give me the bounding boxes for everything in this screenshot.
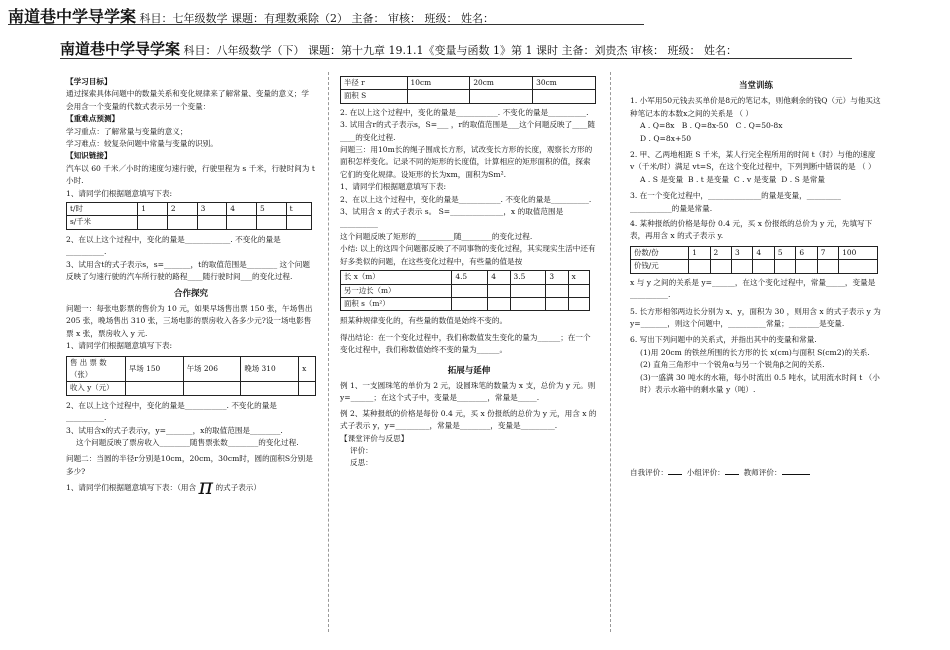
- table-cell: 2: [167, 203, 197, 216]
- table-cell[interactable]: [126, 382, 184, 395]
- pi-symbol: π: [198, 475, 214, 501]
- right-column: [630, 76, 882, 480]
- table-cell: s/千米: [67, 216, 138, 229]
- table-cell: 4: [488, 271, 510, 284]
- table-cell[interactable]: [167, 216, 197, 229]
- practice-3: 3. 在一个变化过程中，______________的量是变量，_________ ___________的量是常量.: [630, 191, 841, 213]
- goal-text: 通过探索具体问题中的数量关系和变化规律来了解常量、变量的意义；学会用含一个变量的代数式表示另一个变量：: [66, 89, 309, 111]
- table-cell: t/时: [67, 203, 138, 216]
- table-cell[interactable]: [568, 297, 589, 310]
- table-row: [67, 356, 316, 382]
- practice-2: 2. 甲、乙两地相距 S 千米，某人行完全程所用的时间 t（时）与他的速度 v（千米/时）满足 vt=S，在这个变化过程中，下列判断中错误的是 （ ）: [630, 150, 876, 172]
- table-row: [67, 203, 312, 216]
- evaluation-line: [630, 466, 882, 479]
- table-cell: 30cm: [533, 77, 596, 90]
- table-cell: 半径 r: [341, 77, 408, 90]
- problem-2-q1-suffix: 的式子表示）: [215, 483, 261, 493]
- table-cell[interactable]: [227, 216, 257, 229]
- page-header: [60, 38, 737, 59]
- table-row: [631, 260, 878, 273]
- problem-2-q1: [66, 475, 316, 501]
- table-cell[interactable]: [510, 284, 546, 297]
- page-header-rule: [60, 58, 852, 59]
- table-row: [67, 382, 316, 395]
- table-cell[interactable]: [197, 216, 227, 229]
- table-cell[interactable]: [546, 297, 568, 310]
- ticket-table: [66, 356, 316, 396]
- problem-1-q3: 3、试用含x的式子表示y，y=_______，x的取值范围是________.: [66, 425, 283, 435]
- conclusion: 得出结论：在一个变化过程中，我们称数值发生变化的量为______；在一个变化过程中，我们称数值始终不变的量为______。: [340, 332, 591, 355]
- table-cell: 3: [731, 246, 752, 259]
- table-cell: 早场 150: [126, 356, 184, 382]
- option: A . S 是变量: [640, 174, 684, 184]
- rule-text: 照某种规律变化的，有些量的数值是始终不变的。: [340, 316, 508, 326]
- table-row: [341, 271, 590, 284]
- table-row: [341, 297, 590, 310]
- table-cell[interactable]: [299, 382, 316, 395]
- problem-3-q1: 1、请同学们根据题意填写下表:: [340, 182, 447, 192]
- practice-6-2: (2) 直角三角形中一个锐角α与另一个锐角β之间的关系.: [640, 360, 825, 370]
- table-cell[interactable]: [256, 216, 286, 229]
- table-cell: 售 出 票 数（张）: [67, 356, 126, 382]
- practice-title: 当堂训练: [738, 81, 773, 91]
- table-cell[interactable]: [753, 260, 774, 273]
- table-cell: 4: [753, 246, 774, 259]
- key-point-2: 学习难点：较复杂问题中常量与变量的识别。: [66, 139, 218, 149]
- table-cell[interactable]: [138, 216, 168, 229]
- option: C . Q=50-8x: [735, 121, 783, 131]
- group-eval-label: 小组评价：: [686, 468, 725, 478]
- table-cell: 2: [710, 246, 731, 259]
- left-column: [66, 76, 316, 501]
- table-cell: 1: [138, 203, 168, 216]
- table-cell[interactable]: [839, 260, 878, 273]
- table-cell: 20cm: [470, 77, 533, 90]
- table-cell: 3: [197, 203, 227, 216]
- option: C . v 是变量: [733, 174, 777, 184]
- table-cell: 价钱/元: [631, 260, 689, 273]
- problem-2-q1-text: 1、请同学们根据题意填写下表：（用含: [66, 483, 197, 493]
- table-cell[interactable]: [183, 382, 241, 395]
- circle-table: [340, 76, 596, 104]
- table-cell: 7: [817, 246, 838, 259]
- table-cell[interactable]: [817, 260, 838, 273]
- table-cell: 面积 S: [341, 90, 408, 103]
- column-divider: [328, 72, 329, 632]
- table-cell[interactable]: [488, 284, 510, 297]
- practice-1: 1. 小军用50元钱去买单价是8元的笔记本，则他剩余的钱Q（元）与他买这种笔记本的本数x之间的关系是 （ ）: [630, 96, 881, 118]
- table-cell: 午场 206: [183, 356, 241, 382]
- table-row: [341, 284, 590, 297]
- link-question-2: 2、在以上这个过程中，变化的量是____________. 不变化的量是__________.: [66, 234, 281, 257]
- table-cell: 长 x（m）: [341, 271, 452, 284]
- example-1: 例 1、一支圆珠笔的单价为 2 元，设圆珠笔的数量为 x 支，总价为 y 元。则 y=______；在这个式子中，变量是________，常量是_____.: [340, 380, 596, 403]
- rectangle-table: [340, 270, 590, 311]
- practice-5: 5. 长方形相邻两边长分别为 x、y，面积为 30 ，则用含 x 的式子表示 y 为 y=_______，则这个问题中，__________常量；________是变量.: [630, 306, 881, 328]
- problem-1-q2: 2、在以上这个过程中，变化的量是___________. 不变化的量是__________.: [66, 400, 277, 423]
- option: A . Q=8x: [640, 121, 675, 131]
- key-title: 【重难点预测】: [66, 114, 120, 124]
- table-cell[interactable]: [452, 297, 488, 310]
- table-cell: 份数/份: [631, 246, 689, 259]
- table-cell: 5: [774, 246, 795, 259]
- table-row: [341, 90, 596, 103]
- table-cell: 4: [227, 203, 257, 216]
- table-cell[interactable]: [470, 90, 533, 103]
- school-name: 南道巷中学导学案: [60, 40, 181, 58]
- self-eval-blank[interactable]: [668, 466, 682, 475]
- table-row: [67, 216, 312, 229]
- coop-title: 合作探究: [173, 288, 208, 299]
- table-cell: 5: [256, 203, 286, 216]
- option: D . S 是常量: [781, 174, 825, 184]
- circle-q2: 2. 在以上这个过程中，变化的量是___________. 不变化的量是__________.: [340, 107, 589, 117]
- practice-6-3: (3)一盛满 30 吨水的水箱，每小时流出 0.5 吨水，试用流水时间 t （小时）表示水箱中的剩水量 y（吨）.: [640, 372, 880, 394]
- example-2: 例 2、某种报纸的价格是每份 0.4 元，买 x 份报纸的总价为 y 元，用含 x 的式子表示 y，y=_________，常量是________，变量是_________.: [340, 408, 597, 431]
- table-cell: x: [568, 271, 589, 284]
- practice-4: 4. 某种报纸的价格是每份 0.4 元，买 x 份报纸的总价为 y 元，先填写下表，再用含 x 的式子表示 y.: [630, 219, 873, 241]
- table-cell: x: [299, 356, 316, 382]
- table-cell[interactable]: [241, 382, 299, 395]
- speed-table: [66, 202, 312, 230]
- table-cell[interactable]: [407, 90, 470, 103]
- reflect-label: 反思：: [350, 458, 373, 468]
- problem-1: 问题一：每张电影票的售价为 10 元，如果早场售出票 150 张，午场售出 205 张，晚场售出 310 张，三场电影的票房收入各多少元?设一场电影售票 x 张，票房收入 y 元.: [66, 303, 313, 338]
- practice-4b: x 与 y 之间的关系是 y=______，在这个变化过程中，常量_____，变量是__________.: [630, 277, 876, 300]
- table-cell: t: [286, 203, 311, 216]
- self-eval-label: 自我评价：: [630, 468, 668, 478]
- table-cell: 3.5: [510, 271, 546, 284]
- table-cell[interactable]: [510, 297, 546, 310]
- link-question-3: 3、试用含t的式子表示s，s=_______，t的取值范围是________ 这个问题反映了匀速行驶的汽车所行驶的路程____随行驶时间___的变化过程.: [66, 259, 310, 282]
- option: B . t 是变量: [687, 174, 730, 184]
- table-cell: 10cm: [407, 77, 470, 90]
- table-cell: 4.5: [452, 271, 488, 284]
- old-header-meta: 科目：七年级数学 课题：有理数乘除（2） 主备： 审核： 班级： 姓名：: [139, 12, 494, 25]
- practice-1-option-d: D . Q=8x+50: [640, 133, 692, 143]
- table-cell[interactable]: [546, 284, 568, 297]
- table-cell[interactable]: [796, 260, 817, 273]
- extension-title: 拓展与延伸: [447, 365, 491, 376]
- table-cell: 收入 y（元）: [67, 382, 126, 395]
- school-name-old: 南道巷中学导学案: [8, 7, 137, 26]
- problem-1-q4: 这个问题反映了票房收入________随售票张数________的变化过程.: [76, 437, 299, 447]
- table-cell[interactable]: [710, 260, 731, 273]
- column-divider: [610, 72, 611, 632]
- table-cell: 6: [796, 246, 817, 259]
- link-question-1: 1、请同学们根据题意填写下表:: [66, 188, 173, 198]
- practice-6: 6. 写出下列问题中的关系式，并指出其中的变量和常量.: [630, 335, 817, 345]
- middle-column: [340, 76, 598, 470]
- table-cell[interactable]: [774, 260, 795, 273]
- table-row: [631, 246, 878, 259]
- key-point-1: 学习重点：了解常量与变量的意义；: [66, 126, 188, 136]
- old-header-rule: [8, 24, 644, 25]
- table-cell[interactable]: [452, 284, 488, 297]
- practice-6-1: (1)用 20cm 的铁丝所围的长方形的长 x(cm)与面积 S(cm2)的关系.: [640, 347, 870, 357]
- practice-1-options: [630, 120, 882, 132]
- table-row: [341, 77, 596, 90]
- link-title: 【知识链接】: [66, 151, 112, 161]
- link-text: 汽车以 60 千米／小时的速度匀速行驶，行驶里程为 s 千米，行驶时间为 t 小时.: [66, 163, 315, 186]
- problem-3-q3: 3、试用含 x 的式子表示 s。 S=______________，x 的取值范围是__________: [340, 207, 564, 229]
- table-cell: 3: [546, 271, 568, 284]
- goal-title: 【学习目标】: [66, 77, 112, 86]
- newspaper-table: [630, 246, 878, 274]
- circle-q3: 3. 试用含r的式子表示s，S=___ ，r的取值范围是___这个问题反映了____随____的变化过程.: [340, 120, 596, 142]
- table-cell[interactable]: [568, 284, 589, 297]
- eval-label: 评价：: [350, 445, 373, 455]
- table-cell[interactable]: [689, 260, 710, 273]
- problem-3: 问题三：用10m长的绳子围成长方形，试改变长方形的长度，观察长方形的面积怎样变化。记录不同的矩形的长度值，计算相应的矩形面积的值，探索它们的变化规律。设矩形的长为xm，面积为Sm².: [340, 145, 593, 179]
- table-cell[interactable]: [731, 260, 752, 273]
- table-cell: 另一边长（m）: [341, 284, 452, 297]
- group-eval-blank[interactable]: [725, 466, 739, 475]
- teacher-eval-blank[interactable]: [782, 466, 810, 475]
- problem-1-q1: 1、请同学们根据题意填写下表:: [66, 341, 173, 351]
- table-cell[interactable]: [286, 216, 311, 229]
- table-cell[interactable]: [488, 297, 510, 310]
- practice-2-options: [630, 174, 882, 186]
- table-cell: 1: [689, 246, 710, 259]
- summary: 小结: 以上的这四个问题都反映了不同事物的变化过程，其实现实生活中还有好多类似的问题，在这些变化过程中，有些量的值是按: [340, 244, 596, 266]
- page-header-meta: 科目：八年级数学（下） 课题：第十九章 19.1.1《变量与函数 1》第 1 课时 主备：刘贵杰 审核： 班级： 姓名：: [183, 44, 737, 57]
- table-cell: 晚场 310: [241, 356, 299, 382]
- option: B . Q=8x-50: [681, 121, 729, 131]
- table-cell: 100: [839, 246, 878, 259]
- problem-3-q4: 这个问题反映了矩形的__________随________的变化过程.: [340, 231, 533, 241]
- problem-2: 问题二：当圆的半径r分别是10cm，20cm，30cm时，圆的面积S分别是多少?: [66, 454, 313, 476]
- teacher-eval-label: 教师评价：: [743, 468, 782, 478]
- review-title: 【课堂评价与反思】: [340, 433, 409, 443]
- problem-3-q2: 2、在以上这个过程中，变化的量是___________. 不变化的量是__________.: [340, 194, 592, 204]
- table-cell[interactable]: [533, 90, 596, 103]
- table-cell: 面积 s（m²）: [341, 297, 452, 310]
